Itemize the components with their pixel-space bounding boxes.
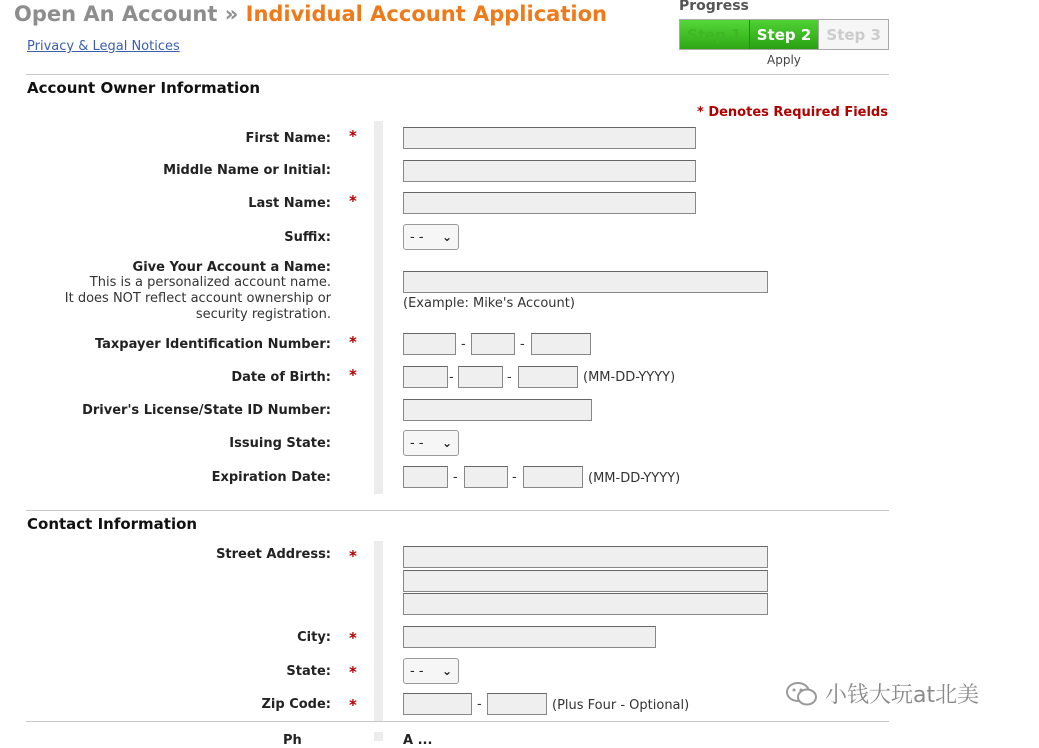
page-title: [14, 2, 607, 26]
dash: -: [512, 470, 517, 485]
dash: -: [520, 337, 525, 352]
state-select-value: - -: [410, 663, 424, 679]
expiration-month-input[interactable]: [403, 466, 448, 488]
header-divider: [26, 74, 889, 75]
required-star: *: [349, 127, 357, 145]
application-title: Individual Account Application: [245, 2, 607, 26]
expiration-year-input[interactable]: [523, 466, 583, 488]
step-3: Step 3: [819, 20, 888, 49]
required-star: *: [349, 366, 357, 384]
account-name-help-1: This is a personalized account name.: [89, 275, 331, 290]
dash: -: [449, 370, 454, 385]
street-address-line-2[interactable]: [403, 570, 768, 592]
dob-year-input[interactable]: [518, 366, 578, 388]
section-divider: [26, 721, 889, 722]
step-1: Step 1: [680, 20, 750, 49]
progress-label: Progress: [679, 0, 749, 14]
suffix-select-value: - -: [410, 229, 424, 245]
current-step-caption: Apply: [767, 53, 801, 67]
step-2: Step 2: [750, 20, 820, 49]
dob-format-hint: (MM-DD-YYYY): [583, 370, 676, 385]
expiration-date-label: Expiration Date:: [211, 470, 331, 485]
last-name-label: Last Name:: [248, 196, 331, 211]
account-name-help-2: It does NOT reflect account ownership or: [64, 291, 331, 306]
watermark: [785, 678, 979, 709]
state-select[interactable]: [403, 658, 459, 684]
suffix-select[interactable]: [403, 224, 459, 250]
zip-code-input[interactable]: [403, 693, 472, 715]
required-star: *: [349, 333, 357, 351]
required-star: *: [349, 629, 357, 647]
issuing-state-label: Issuing State:: [229, 436, 331, 451]
expiration-format-hint: (MM-DD-YYYY): [588, 471, 681, 486]
required-fields-note: * Denotes Required Fields: [697, 105, 888, 120]
account-name-input[interactable]: [403, 271, 768, 293]
street-address-line-3[interactable]: [403, 593, 768, 615]
account-name-example: (Example: Mike's Account): [403, 296, 575, 311]
dash: -: [461, 337, 466, 352]
required-star: *: [349, 663, 357, 681]
chevron-down-icon: ⌄: [441, 436, 452, 450]
account-name-block: [25, 260, 331, 323]
issuing-state-value: - -: [410, 435, 424, 451]
zip-code-label: Zip Code:: [261, 697, 331, 712]
tin-label: Taxpayer Identification Number:: [94, 337, 331, 352]
cut-off-text: A ...: [403, 733, 433, 748]
first-name-label: First Name:: [245, 131, 331, 146]
dash: -: [477, 697, 482, 712]
middle-name-label: Middle Name or Initial:: [163, 163, 331, 178]
drivers-license-label: Driver's License/State ID Number:: [82, 403, 331, 418]
tin-part-2-input[interactable]: [471, 333, 515, 355]
required-star: *: [349, 192, 357, 210]
dob-day-input[interactable]: [458, 366, 503, 388]
account-name-help-3: security registration.: [195, 307, 331, 322]
city-label: City:: [297, 630, 331, 645]
issuing-state-select[interactable]: [403, 430, 459, 456]
street-address-label: Street Address:: [216, 547, 331, 562]
progress-steps: [679, 19, 889, 50]
street-address-line-1[interactable]: [403, 546, 768, 568]
section-account-owner: Account Owner Information: [27, 79, 261, 97]
section-contact: Contact Information: [27, 515, 198, 533]
required-star: *: [349, 696, 357, 714]
tin-part-1-input[interactable]: [403, 333, 456, 355]
breadcrumb-open-account: Open An Account: [14, 2, 218, 26]
suffix-label: Suffix:: [284, 230, 331, 245]
form-gutter: [374, 732, 383, 741]
zip-plus-four-hint: (Plus Four - Optional): [552, 698, 690, 713]
watermark-text: 小钱大玩at北美: [825, 683, 980, 708]
dash: -: [453, 470, 458, 485]
dash: -: [507, 370, 512, 385]
cut-off-label: Ph: [283, 733, 302, 748]
city-input[interactable]: [403, 626, 656, 648]
required-star: *: [349, 547, 357, 565]
zip-plus-four-input[interactable]: [487, 693, 547, 715]
state-label: State:: [286, 664, 331, 679]
wechat-icon: [785, 681, 819, 707]
chevron-down-icon: ⌄: [441, 230, 452, 244]
form-gutter: [374, 541, 383, 721]
drivers-license-input[interactable]: [403, 399, 592, 421]
first-name-input[interactable]: [403, 127, 696, 149]
privacy-legal-link[interactable]: Privacy & Legal Notices: [27, 39, 180, 54]
dob-month-input[interactable]: [403, 366, 448, 388]
tin-part-3-input[interactable]: [531, 333, 591, 355]
breadcrumb-separator: »: [224, 2, 239, 26]
expiration-day-input[interactable]: [464, 466, 508, 488]
chevron-down-icon: ⌄: [441, 664, 452, 678]
last-name-input[interactable]: [403, 192, 696, 214]
form-gutter: [374, 121, 383, 494]
section-divider: [26, 510, 889, 511]
middle-name-input[interactable]: [403, 160, 696, 182]
account-name-label: Give Your Account a Name:: [132, 260, 331, 275]
dob-label: Date of Birth:: [231, 370, 331, 385]
